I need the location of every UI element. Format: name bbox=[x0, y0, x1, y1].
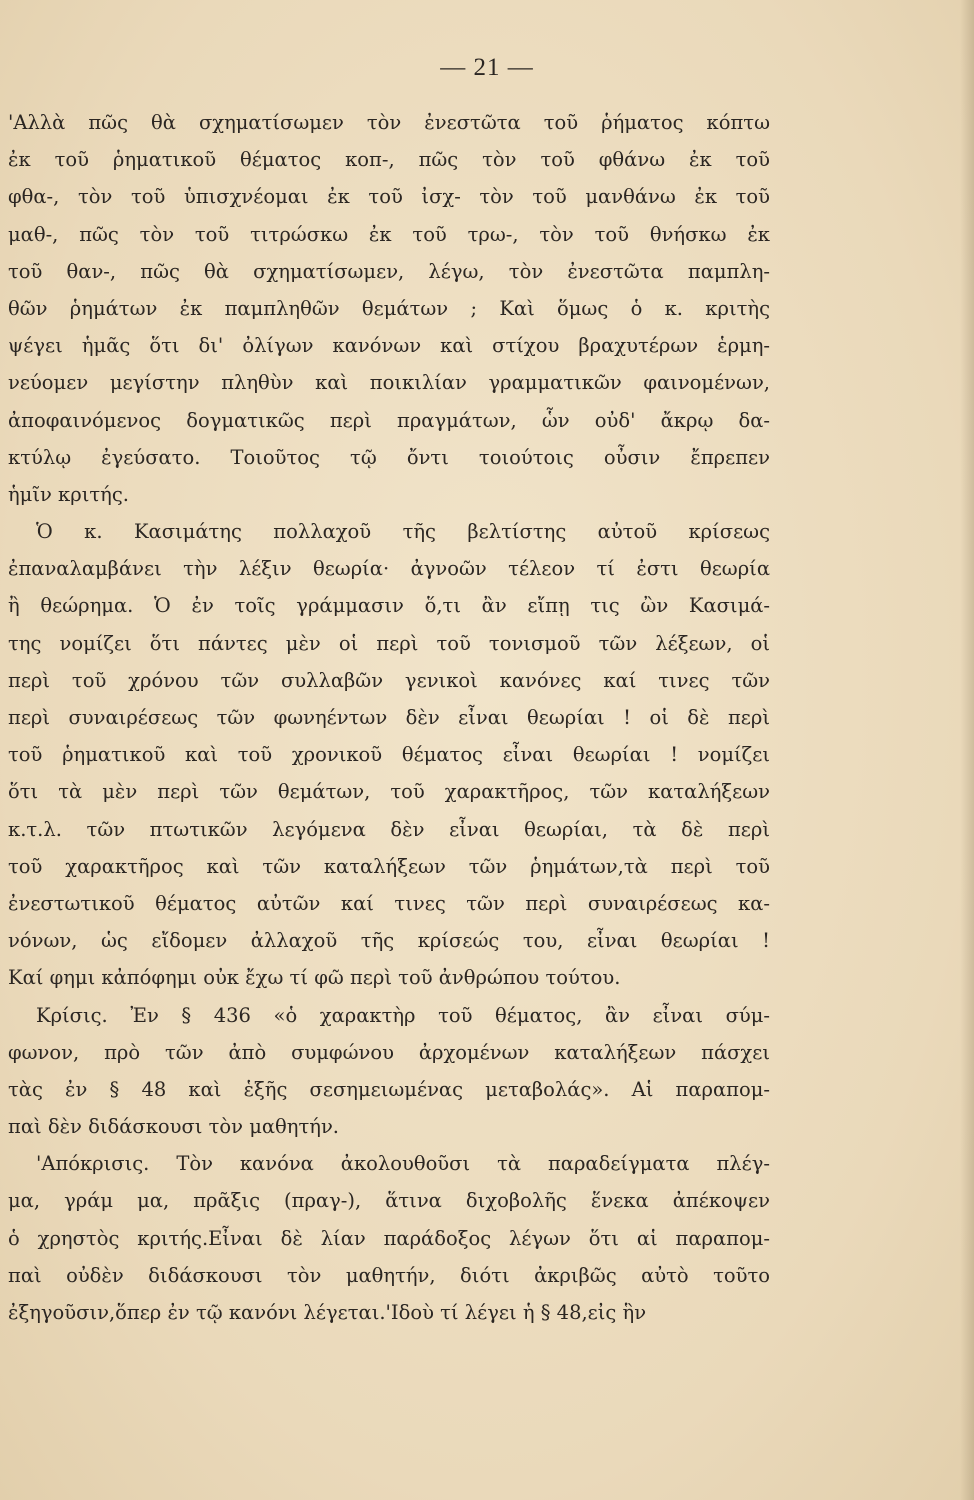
text-line-content: φθα-, τὸν τοῦ ὑπισχνέομαι ἐκ τοῦ ἰσχ- τὸν τοῦ μανθάνω ἐκ τοῦ bbox=[8, 185, 770, 209]
page-edge-shadow bbox=[960, 0, 974, 1500]
text-line-content: Καί φημι κἀπόφημι οὐκ ἔχω τί φῶ περὶ τοῦ ἀνθρώπου τούτου. bbox=[8, 966, 621, 990]
text-line-content: ἐνεστωτικοῦ θέματος αὐτῶν καί τινες τῶν περὶ συναιρέσεως κα- bbox=[8, 891, 770, 915]
text-line bbox=[8, 550, 770, 587]
text-line bbox=[8, 253, 770, 290]
text-line bbox=[8, 364, 770, 401]
text-line-content: μα, γράμ μα, πρᾶξις (πραγ-), ἅτινα διχοβολῆς ἕνεκα ἀπέκοψεν bbox=[8, 1189, 770, 1213]
text-line bbox=[8, 885, 770, 922]
text-line bbox=[8, 959, 770, 996]
text-line-content: της νομίζει ὅτι πάντες μὲν οἱ περὶ τοῦ τονισμοῦ τῶν λέξεων, οἱ bbox=[8, 631, 770, 655]
text-line-content: θῶν ῥημάτων ἐκ παμπληθῶν θεμάτων ; Καὶ ὅμως ὁ κ. κριτὴς bbox=[8, 296, 770, 320]
text-line bbox=[8, 662, 770, 699]
text-line-content: νεύομεν μεγίστην πληθὺν καὶ ποικιλίαν γραμματικῶν φαινομένων, bbox=[8, 371, 770, 395]
text-line-content: περὶ συναιρέσεως τῶν φωνηέντων δὲν εἶναι θεωρίαι ! οἱ δὲ περὶ bbox=[8, 706, 770, 729]
text-line bbox=[8, 997, 770, 1034]
text-line bbox=[8, 327, 770, 364]
text-line bbox=[8, 1034, 770, 1071]
text-line-content: φωνον, πρὸ τῶν ἀπὸ συμφώνου ἀρχομένων καταλήξεων πάσχει bbox=[8, 1040, 770, 1064]
text-line-content: νόνων, ὡς εἴδομεν ἀλλαχοῦ τῆς κρίσεώς του, εἶναι θεωρίαι ! bbox=[8, 929, 770, 953]
text-line-content: 'Αλλὰ πῶς θὰ σχηματίσωμεν τὸν ἐνεστῶτα τοῦ ῥήματος κόπτω bbox=[8, 111, 770, 134]
text-line-content: ὁ χρηστὸς κριτής.Εἶναι δὲ λίαν παράδοξος λέγων ὅτι αἱ παραπομ- bbox=[8, 1226, 770, 1250]
text-line-content: κτύλῳ ἐγεύσατο. Τοιοῦτος τῷ ὄντι τοιούτοις οὖσιν ἔπρεπεν bbox=[8, 445, 770, 469]
text-line bbox=[8, 178, 770, 215]
text-line bbox=[8, 773, 770, 810]
text-line-content: ἀποφαινόμενος δογματικῶς περὶ πραγμάτων, ὧν οὐδ' ἄκρῳ δα- bbox=[8, 408, 770, 432]
text-line bbox=[8, 1294, 770, 1331]
text-line-content: περὶ τοῦ χρόνου τῶν συλλαβῶν γενικοὶ κανόνες καί τινες τῶν bbox=[8, 668, 770, 692]
text-line-content: ἢ θεώρημα. Ὁ ἐν τοῖς γράμμασιν ὅ,τι ἂν εἴπῃ τις ὢν Κασιμά- bbox=[8, 594, 770, 618]
text-line-content: Κρίσις. Ἐν § 436 «ὁ χαρακτὴρ τοῦ θέματος, ἂν εἶναι σύμ- bbox=[36, 1003, 770, 1027]
text-line bbox=[8, 290, 770, 327]
text-line-content: 'Απόκρισις. Τὸν κανόνα ἀκολουθοῦσι τὰ παραδείγματα πλέγ- bbox=[36, 1152, 770, 1176]
text-line-content: τοῦ ῥηματικοῦ καὶ τοῦ χρονικοῦ θέματος εἶναι θεωρίαι ! νομίζει bbox=[8, 743, 770, 767]
page-number: — 21 — bbox=[440, 54, 534, 81]
text-line bbox=[8, 1108, 770, 1145]
text-line bbox=[8, 587, 770, 624]
text-line bbox=[8, 848, 770, 885]
text-line bbox=[8, 141, 770, 178]
text-line bbox=[8, 811, 770, 848]
text-line bbox=[8, 1145, 770, 1182]
text-line bbox=[8, 1182, 770, 1219]
text-line bbox=[8, 1071, 770, 1108]
text-line-content: ἐπαναλαμβάνει τὴν λέξιν θεωρία· ἀγνοῶν τέλεον τί ἐστι θεωρία bbox=[8, 557, 770, 581]
text-line bbox=[8, 625, 770, 662]
text-line bbox=[8, 736, 770, 773]
text-line bbox=[8, 104, 770, 141]
text-line bbox=[8, 476, 770, 513]
text-line-content: ἐξηγοῦσιν,ὅπερ ἐν τῷ κανόνι λέγεται.'Ιδοὺ τί λέγει ἡ § 48,εἰς ἣν bbox=[8, 1301, 647, 1324]
text-line bbox=[8, 439, 770, 476]
text-line bbox=[8, 1220, 770, 1257]
text-line bbox=[8, 513, 770, 550]
text-line-content: Ὁ κ. Κασιμάτης πολλαχοῦ τῆς βελτίστης αὐτοῦ κρίσεως bbox=[36, 520, 770, 544]
text-line bbox=[8, 1257, 770, 1294]
text-line-content: τοῦ θαν-, πῶς θὰ σχηματίσωμεν, λέγω, τὸν ἐνεστῶτα παμπλη- bbox=[8, 259, 770, 283]
text-line-content: παὶ οὐδὲν διδάσκουσι τὸν μαθητήν, διότι ἀκριβῶς αὐτὸ τοῦτο bbox=[8, 1263, 770, 1287]
text-line bbox=[8, 402, 770, 439]
text-line-content: κ.τ.λ. τῶν πτωτικῶν λεγόμενα δὲν εἶναι θεωρίαι, τὰ δὲ περὶ bbox=[8, 817, 770, 841]
text-line-content: τὰς ἐν § 48 καὶ ἑξῆς σεσημειωμένας μεταβολάς». Αἱ παραπομ- bbox=[8, 1077, 770, 1101]
text-line bbox=[8, 216, 770, 253]
text-body bbox=[8, 104, 770, 1331]
text-line-content: ἡμῖν κριτής. bbox=[8, 482, 129, 506]
text-line-content: παὶ δὲν διδάσκουσι τὸν μαθητήν. bbox=[8, 1115, 339, 1139]
text-line-content: τοῦ χαρακτῆρος καὶ τῶν καταλήξεων τῶν ῥημάτων,τὰ περὶ τοῦ bbox=[8, 854, 770, 878]
text-line-content: ὅτι τὰ μὲν περὶ τῶν θεμάτων, τοῦ χαρακτῆρος, τῶν καταλήξεων bbox=[8, 780, 770, 804]
text-line-content: μαθ-, πῶς τὸν τοῦ τιτρώσκω ἐκ τοῦ τρω-, τὸν τοῦ θνήσκω ἐκ bbox=[8, 222, 770, 246]
text-line-content: ψέγει ἡμᾶς ὅτι δι' ὀλίγων κανόνων καὶ στίχου βραχυτέρων ἑρμη- bbox=[8, 334, 770, 358]
text-line bbox=[8, 699, 770, 736]
text-line-content: ἐκ τοῦ ῥηματικοῦ θέματος κοπ-, πῶς τὸν τοῦ φθάνω ἐκ τοῦ bbox=[8, 148, 770, 172]
text-line bbox=[8, 922, 770, 959]
